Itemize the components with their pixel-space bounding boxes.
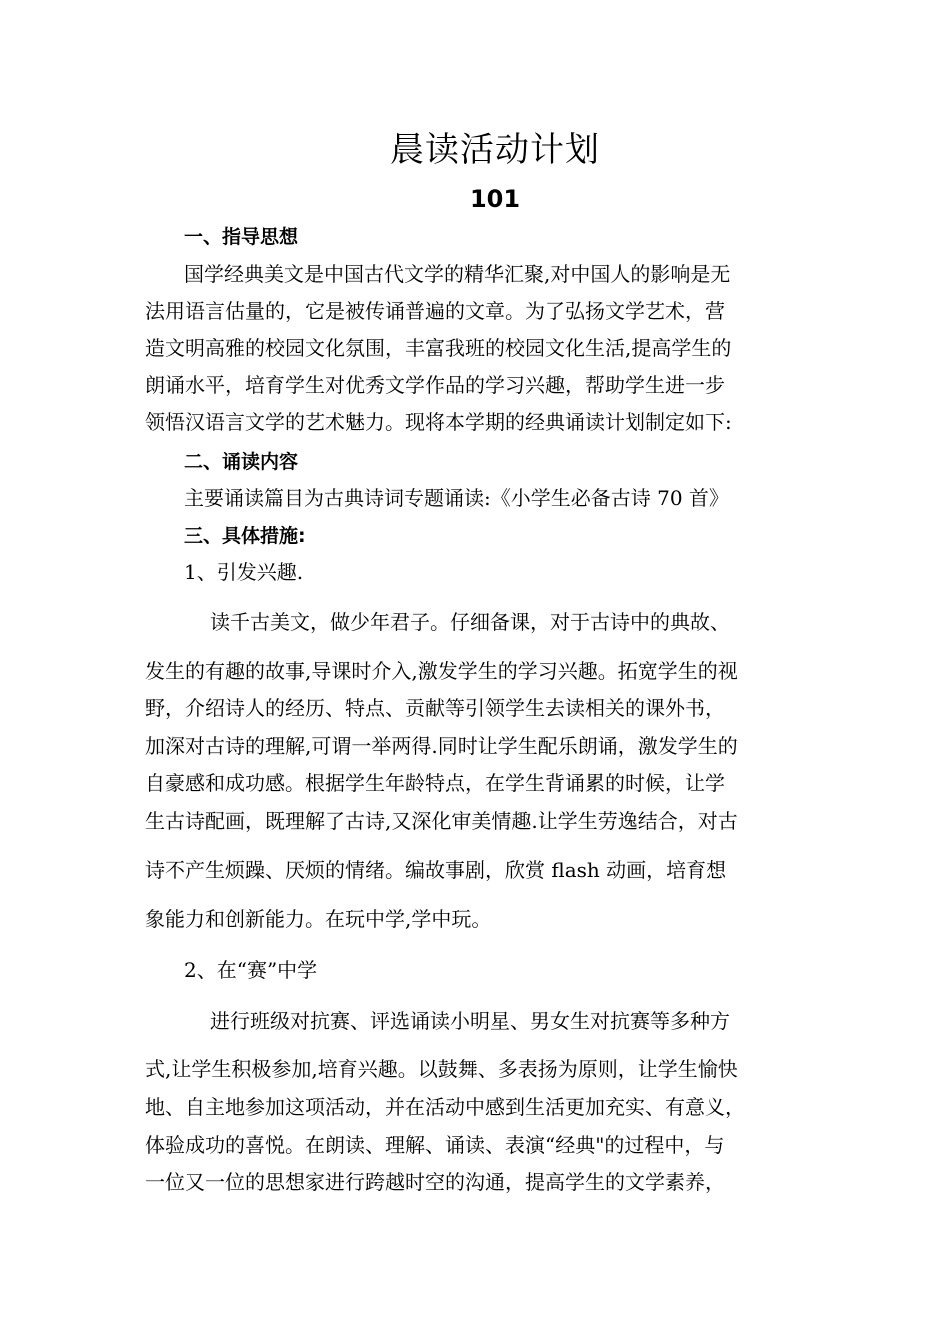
- paragraph-line: 地、自主地参加这项活动，并在活动中感到生活更加充实、有意义，: [145, 1095, 745, 1119]
- paragraph-line: 读千古美文，做少年君子。仔细备课，对于古诗中的典故、: [210, 610, 730, 634]
- class-number: 101: [469, 185, 521, 213]
- item-title-interest: 1、引发兴趣.: [184, 560, 304, 584]
- paragraph-line: 体验成功的喜悦。在朗读、理解、诵读、表演“经典"的过程中，与: [145, 1133, 725, 1157]
- paragraph-line: 式,让学生积极参加,培育兴趣。以鼓舞、多表扬为原则，让学生愉快: [145, 1057, 738, 1081]
- document-title: 晨读活动计划: [390, 130, 600, 170]
- section-heading-reading-content: 二、诵读内容: [184, 451, 299, 473]
- paragraph-line: 诗不产生烦躁、厌烦的情绪。编故事剧，欣赏 flash 动画，培育想: [145, 858, 727, 882]
- section-heading-measures: 三、具体措施:: [184, 525, 306, 547]
- paragraph-line: 造文明高雅的校园文化氛围，丰富我班的校园文化生活,提高学生的: [145, 336, 732, 360]
- item-title-competition: 2、在“赛”中学: [184, 958, 318, 982]
- paragraph-line: 进行班级对抗赛、评选诵读小明星、男女生对抗赛等多种方: [210, 1009, 730, 1033]
- paragraph-line: 国学经典美文是中国古代文学的精华汇聚,对中国人的影响是无: [184, 262, 731, 286]
- section-heading-guiding-ideology: 一、指导思想: [184, 226, 299, 248]
- paragraph-line: 朗诵水平，培育学生对优秀文学作品的学习兴趣，帮助学生进一步: [145, 373, 725, 397]
- paragraph-line: 象能力和创新能力。在玩中学,学中玩。: [145, 907, 492, 931]
- paragraph-line: 生古诗配画，既理解了古诗,又深化审美情趣.让学生劳逸结合，对古: [145, 809, 738, 833]
- paragraph-line: 野，介绍诗人的经历、特点、贡献等引领学生去读相关的课外书，: [145, 696, 725, 720]
- paragraph-line: 一位又一位的思想家进行跨越时空的沟通，提高学生的文学素养，: [145, 1170, 725, 1194]
- paragraph-line: 法用语言估量的，它是被传诵普遍的文章。为了弘扬文学艺术，营: [145, 299, 725, 323]
- paragraph-line: 发生的有趣的故事,导课时介入,激发学生的学习兴趣。拓宽学生的视: [145, 659, 738, 683]
- paragraph-line: 领悟汉语言文学的艺术魅力。现将本学期的经典诵读计划制定如下:: [145, 410, 732, 434]
- paragraph-line: 加深对古诗的理解,可谓一举两得.同时让学生配乐朗诵，激发学生的: [145, 734, 738, 758]
- paragraph-line: 主要诵读篇目为古典诗词专题诵读:《小学生必备古诗 70 首》: [184, 486, 729, 510]
- paragraph-line: 自豪感和成功感。根据学生年龄特点，在学生背诵累的时候，让学: [145, 771, 725, 795]
